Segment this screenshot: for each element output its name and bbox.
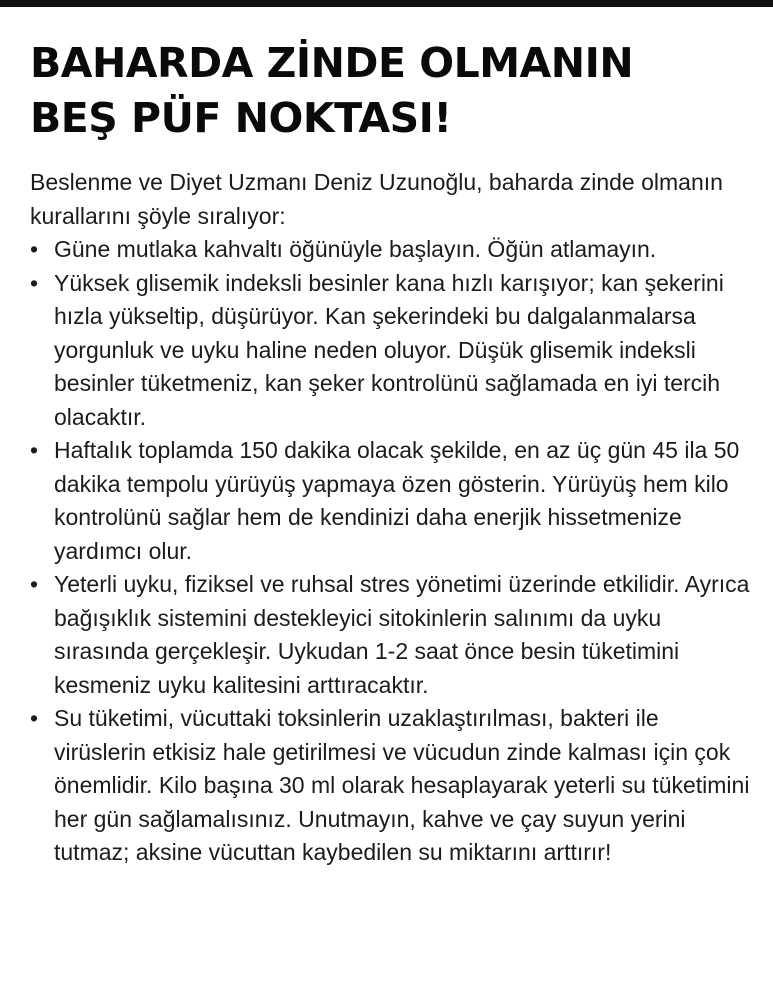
- tip-item: [30, 434, 750, 568]
- headline-line-1: BAHARDA ZİNDE OLMANIN: [30, 39, 634, 87]
- bullet-icon: •: [30, 571, 39, 597]
- tip-item: [30, 702, 750, 870]
- tip-item: [30, 233, 750, 267]
- intro-paragraph: Beslenme ve Diyet Uzmanı Deniz Uzunoğlu, baharda zinde olmanın kurallarını şöyle sıralıyor:: [30, 169, 723, 229]
- bullet-icon: •: [30, 705, 39, 731]
- tip-text: Yüksek glisemik indeksli besinler kana hızlı karışıyor; kan şekerini hızla yükseltip, düşürüyor. Kan şekerindeki bu dalgalanmalarsa yorgunluk ve uyku haline neden oluyor. Düşük glisemik indeksli besinler tüketmeniz, kan şeker kontrolünü sağlamada en iyi tercih olacaktır.: [54, 269, 724, 430]
- tip-item: [30, 267, 750, 435]
- tip-text: Su tüketimi, vücuttaki toksinlerin uzaklaştırılması, bakteri ile virüslerin etkisiz hale getirilmesi ve vücudun zinde kalması için çok önemlidir. Kilo başına 30 ml olarak hesaplayarak yeterli su tüketimini her gün sağlamalısınız. Unutmayın, kahve ve çay suyun yerini tutmaz; aksine vücuttan kaybedilen su miktarını arttırır!: [54, 705, 750, 865]
- tip-text: Güne mutlaka kahvaltı öğünüyle başlayın. Öğün atlamayın.: [54, 236, 657, 262]
- tip-item: [30, 568, 750, 702]
- tip-text: Haftalık toplamda 150 dakika olacak şekilde, en az üç gün 45 ila 50 dakika tempolu yürüyüş yapmaya özen gösterin. Yürüyüş hem kilo kontrolünü sağlar hem de kendinizi daha enerjik hissetmenize yardımcı olur.: [54, 437, 740, 564]
- tips-list: [30, 233, 750, 870]
- bullet-icon: •: [30, 269, 39, 296]
- headline-line-2: BEŞ PÜF NOKTASI!: [30, 94, 452, 142]
- article: [30, 36, 750, 870]
- bullet-icon: •: [30, 437, 39, 463]
- top-border-bar: [0, 0, 773, 7]
- bullet-icon: •: [30, 236, 39, 262]
- tip-text: Yeterli uyku, fiziksel ve ruhsal stres yönetimi üzerinde etkilidir. Ayrıca bağışıklık sistemini destekleyici sitokinlerin salınımı da uyku sırasında gerçekleşir. Uykudan 1-2 saat önce besin tüketimini kesmeniz uyku kalitesini arttıracaktır.: [54, 571, 750, 698]
- headline: [30, 36, 750, 146]
